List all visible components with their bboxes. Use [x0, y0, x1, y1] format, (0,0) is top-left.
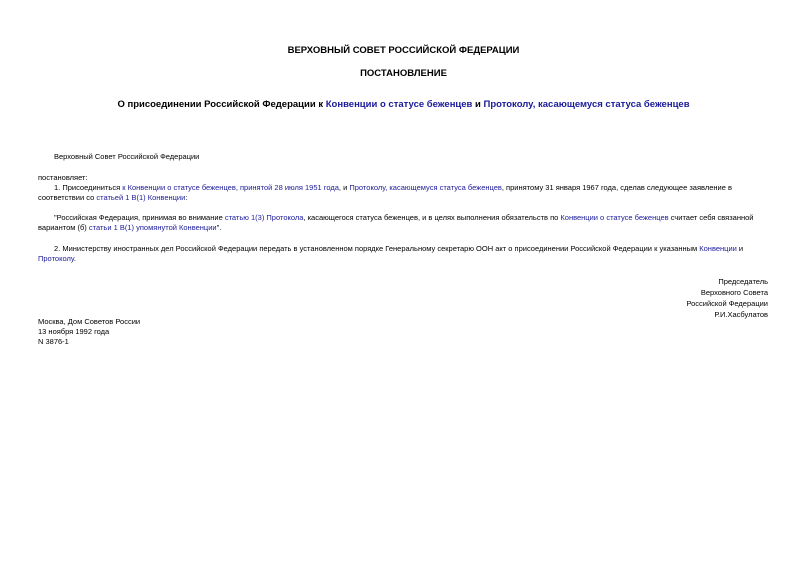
date-text: 13 ноября 1992 года: [38, 327, 110, 336]
paragraph-text: 2. Министерству иностранных дел Российской Федерации передать в установленном порядке Генеральному секретарю ООН акт о присоединении Российской Федерации к указанным: [54, 244, 700, 253]
article-link[interactable]: статью 1(3) Протокола: [224, 213, 304, 222]
doc-type-heading: ПОСТАНОВЛЕНИЕ: [360, 68, 447, 79]
doc-number: N 3876-1: [38, 337, 69, 346]
place-date-block: [38, 317, 140, 347]
document-title: [0, 99, 807, 111]
signature-title: Российской Федерации: [686, 299, 768, 308]
protocol-link[interactable]: Протоколу: [38, 254, 74, 263]
paragraph-2: [38, 244, 768, 264]
convention-link[interactable]: Конвенции о статусе беженцев: [325, 99, 473, 110]
paragraph-text: считает себя связанной вариантом (б): [38, 213, 754, 232]
convention-link[interactable]: Конвенции о статусе беженцев: [560, 213, 669, 222]
decides-text: постановляет:: [38, 173, 88, 182]
org-header: ВЕРХОВНЫЙ СОВЕТ РОССИЙСКОЙ ФЕДЕРАЦИИ: [287, 45, 520, 56]
signature-title: Верховного Совета: [700, 288, 768, 297]
paragraph-text: , касающегося статуса беженцев, и в целях выполнения обязательств по: [303, 213, 561, 222]
article-link[interactable]: статьи 1 В(1) упомянутой Конвенции: [88, 223, 217, 232]
title-text: О присоединении Российской Федерации к: [117, 99, 326, 110]
convention-link[interactable]: Конвенции: [699, 244, 737, 253]
issuer-text: Верховный Совет Российской Федерации: [54, 152, 200, 161]
paragraph-text: и: [736, 244, 744, 253]
title-text: и: [472, 99, 484, 110]
paragraph-text: , принятому 31 января 1967 года, сделав следующее заявление в соответствии со: [38, 183, 732, 202]
signature-block: [568, 276, 768, 320]
paragraph-text: .: [73, 254, 76, 263]
paragraph-text: 1. Присоединиться: [54, 183, 123, 192]
paragraph-text: ".: [216, 223, 222, 232]
protocol-link[interactable]: Протоколу, касающемуся статуса беженцев: [349, 183, 502, 192]
declaration-quote: [38, 213, 768, 233]
signatory-name: Р.И.Хасбулатов: [714, 310, 768, 319]
protocol-link[interactable]: Протоколу, касающемуся статуса беженцев: [483, 99, 690, 110]
convention-link[interactable]: к Конвенции о статусе беженцев, принятой 28 июля 1951 года: [122, 183, 339, 192]
signature-title: Председатель: [718, 277, 768, 286]
paragraph-text: , и: [338, 183, 350, 192]
paragraph-1: [38, 183, 768, 203]
paragraph-text: :: [185, 193, 188, 202]
place-text: Москва, Дом Советов России: [38, 317, 141, 326]
paragraph-text: "Российская Федерация, принимая во внимание: [54, 213, 225, 222]
article-link[interactable]: статьей 1 В(1) Конвенции: [96, 193, 186, 202]
